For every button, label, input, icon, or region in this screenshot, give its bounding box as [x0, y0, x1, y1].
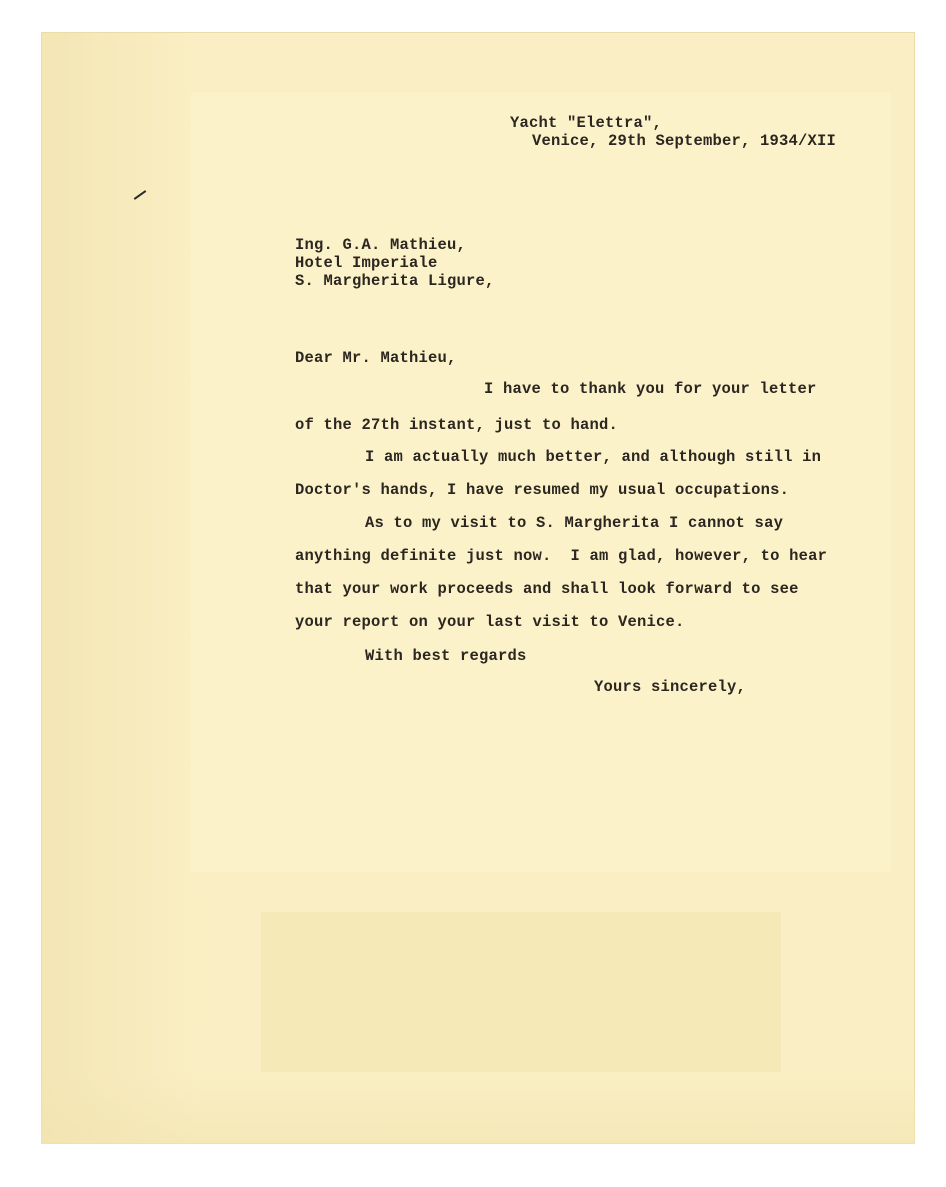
paper-discoloration: [261, 912, 781, 1072]
body-line: anything definite just now. I am glad, however, to hear: [295, 547, 828, 565]
salutation: Dear Mr. Mathieu,: [295, 349, 457, 367]
recipient-hotel: Hotel Imperiale: [295, 254, 438, 272]
body-line: I have to thank you for your letter: [484, 380, 817, 398]
paper-discoloration: [41, 1072, 915, 1144]
pencil-mark: [134, 190, 147, 200]
body-line: I am actually much better, and although still in: [365, 448, 822, 466]
body-line: of the 27th instant, just to hand.: [295, 416, 619, 434]
heading-yacht: Yacht "Elettra",: [510, 114, 663, 132]
body-line: Doctor's hands, I have resumed my usual occupations.: [295, 481, 790, 499]
recipient-city: S. Margherita Ligure,: [295, 272, 495, 290]
paper-discoloration: [41, 32, 201, 1144]
body-line: that your work proceeds and shall look forward to see: [295, 580, 799, 598]
regards: With best regards: [365, 647, 527, 665]
body-line: As to my visit to S. Margherita I cannot say: [365, 514, 784, 532]
closing: Yours sincerely,: [594, 678, 747, 696]
body-line: your report on your last visit to Venice.: [295, 613, 685, 631]
heading-place-date: Venice, 29th September, 1934/XII: [532, 132, 837, 150]
letter-sheet: [41, 32, 915, 1144]
recipient-name: Ing. G.A. Mathieu,: [295, 236, 467, 254]
